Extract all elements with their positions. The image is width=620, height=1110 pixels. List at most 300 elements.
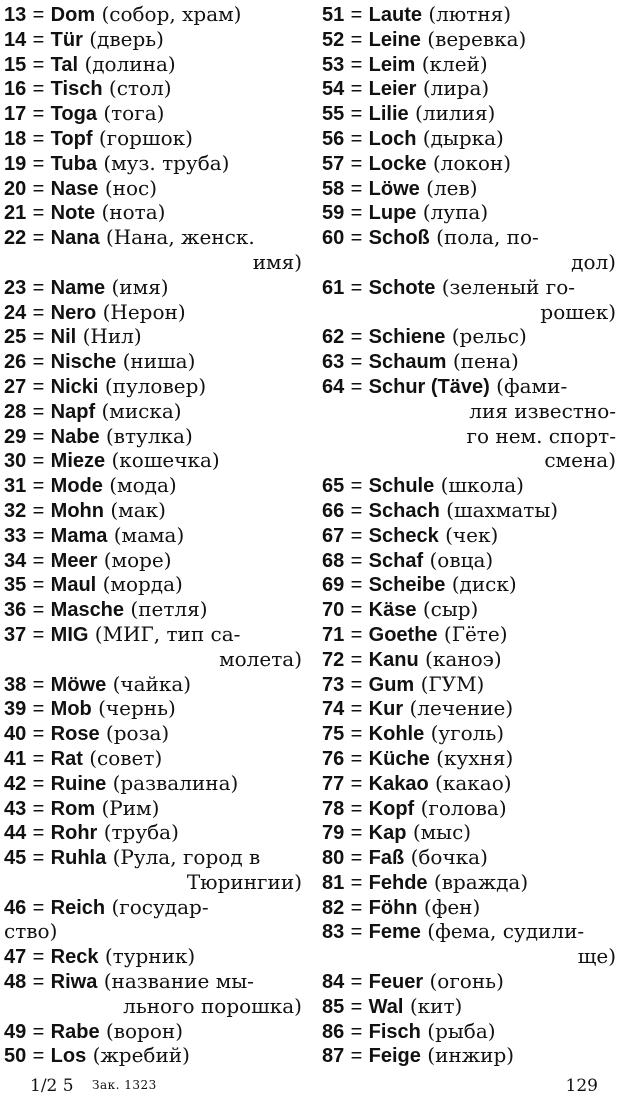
german-word: Goethe	[368, 623, 438, 646]
entry-number: 36	[4, 599, 27, 622]
german-word: Schaf	[368, 549, 424, 572]
dictionary-entry	[4, 52, 302, 77]
entry-number: 68	[322, 549, 345, 572]
equals-sign: =	[32, 202, 45, 225]
entry-number: 79	[322, 822, 345, 845]
dictionary-entry	[4, 176, 302, 201]
russian-translation: (каноэ)	[425, 646, 502, 671]
entry-continuation	[322, 399, 616, 424]
russian-translation: (школа)	[440, 473, 524, 498]
entry-number: 13	[4, 4, 27, 26]
german-word: Laute	[368, 4, 422, 26]
dictionary-entry	[4, 349, 302, 374]
russian-translation: (мыс)	[412, 820, 472, 845]
dictionary-entry	[322, 994, 616, 1019]
russian-translation: (турник)	[104, 944, 196, 969]
russian-translation: (государ-	[111, 894, 209, 919]
entry-continuation	[4, 250, 302, 275]
dictionary-entry	[322, 225, 616, 250]
entry-number: 52	[322, 28, 345, 51]
dictionary-entry	[322, 969, 616, 994]
equals-sign: =	[350, 971, 363, 994]
german-word: Reck	[50, 946, 99, 969]
translation-continuation: ще)	[577, 944, 616, 969]
german-word: Scheibe	[368, 574, 446, 597]
dictionary-entry	[322, 820, 616, 845]
entry-number: 19	[4, 152, 27, 175]
german-word: Nabe	[50, 425, 100, 448]
equals-sign: =	[32, 301, 45, 324]
german-word: Napf	[50, 400, 96, 423]
entry-number: 24	[4, 301, 27, 324]
equals-sign: =	[350, 822, 363, 845]
entry-number: 38	[4, 673, 27, 696]
equals-sign: =	[32, 152, 45, 175]
entry-number: 26	[4, 351, 27, 374]
equals-sign: =	[350, 599, 363, 622]
entry-number: 17	[4, 103, 27, 126]
russian-translation: (Нил)	[82, 324, 142, 349]
russian-translation: (фен)	[423, 894, 481, 919]
dictionary-entry	[4, 672, 302, 697]
russian-translation: (развалина)	[112, 770, 239, 795]
dictionary-entry	[4, 845, 302, 870]
translation-continuation: смена)	[544, 448, 616, 473]
page-footer	[30, 1076, 598, 1102]
russian-translation: (лютня)	[428, 2, 512, 26]
german-word: Rose	[50, 723, 100, 746]
german-word: Tal	[50, 53, 79, 76]
equals-sign: =	[32, 971, 45, 994]
russian-translation: (горшок)	[98, 125, 193, 150]
dictionary-entry	[322, 498, 616, 523]
equals-sign: =	[32, 78, 45, 101]
equals-sign: =	[350, 227, 363, 250]
entry-number: 72	[322, 648, 345, 671]
russian-translation: (море)	[103, 547, 172, 572]
entry-number: 63	[322, 351, 345, 374]
russian-translation: (жребий)	[92, 1043, 190, 1068]
equals-sign: =	[32, 822, 45, 845]
russian-translation: (название мы-	[103, 969, 254, 994]
entry-number: 43	[4, 797, 27, 820]
equals-sign: =	[350, 78, 363, 101]
entry-continuation	[4, 994, 302, 1019]
german-word: Schaum	[368, 351, 447, 374]
entry-continuation	[4, 919, 302, 944]
equals-sign: =	[350, 4, 363, 26]
dictionary-entry	[4, 424, 302, 449]
russian-translation: (лилия)	[415, 101, 496, 126]
dictionary-entry	[322, 200, 616, 225]
entry-number: 71	[322, 623, 345, 646]
equals-sign: =	[32, 896, 45, 919]
dictionary-entry	[4, 572, 302, 597]
dictionary-entry	[4, 721, 302, 746]
german-word: Schach	[368, 499, 440, 522]
russian-translation: (пола, по-	[436, 225, 539, 250]
german-word: Name	[50, 276, 106, 299]
german-word: Tuba	[50, 152, 97, 175]
russian-translation: (тога)	[103, 101, 165, 126]
german-word: Masche	[50, 599, 125, 622]
entry-number: 22	[4, 227, 27, 250]
dictionary-entry	[4, 300, 302, 325]
equals-sign: =	[350, 723, 363, 746]
dictionary-entry	[4, 498, 302, 523]
russian-translation: (чайка)	[112, 671, 192, 696]
russian-translation: (рельс)	[451, 324, 527, 349]
dictionary-entry	[322, 101, 616, 126]
equals-sign: =	[350, 177, 363, 200]
equals-sign: =	[350, 623, 363, 646]
entry-number: 78	[322, 797, 345, 820]
german-word: Schule	[368, 475, 435, 498]
german-word: Lilie	[368, 103, 409, 126]
equals-sign: =	[32, 549, 45, 572]
entry-number: 58	[322, 177, 345, 200]
entry-number: 32	[4, 499, 27, 522]
entry-number: 31	[4, 475, 27, 498]
german-word: Nische	[50, 351, 117, 374]
entry-number: 49	[4, 1020, 27, 1043]
german-word: Nicki	[50, 375, 99, 398]
equals-sign: =	[350, 28, 363, 51]
russian-translation: (Нерон)	[102, 299, 186, 324]
russian-translation: (диск)	[451, 572, 517, 597]
russian-translation: (стол)	[108, 76, 172, 101]
russian-translation: (лев)	[426, 175, 478, 200]
german-word: Schur (Täve)	[368, 375, 490, 398]
entry-continuation	[322, 944, 616, 969]
dictionary-entry	[4, 101, 302, 126]
german-word: Nana	[50, 227, 100, 250]
entry-number: 53	[322, 53, 345, 76]
russian-translation: (мода)	[109, 473, 177, 498]
entry-number: 47	[4, 946, 27, 969]
russian-translation: (Рим)	[101, 795, 160, 820]
dictionary-entry	[4, 746, 302, 771]
equals-sign: =	[350, 524, 363, 547]
equals-sign: =	[32, 599, 45, 622]
russian-translation: (мама)	[113, 522, 185, 547]
equals-sign: =	[350, 921, 363, 944]
german-word: Gum	[368, 673, 415, 696]
german-word: Löwe	[368, 177, 420, 200]
dictionary-entry	[322, 721, 616, 746]
equals-sign: =	[350, 351, 363, 374]
equals-sign: =	[32, 623, 45, 646]
german-word: Maul	[50, 574, 97, 597]
russian-translation: (уголь)	[430, 721, 505, 746]
equals-sign: =	[32, 4, 45, 26]
entry-number: 59	[322, 202, 345, 225]
russian-translation: (совет)	[89, 745, 163, 770]
german-word: Feuer	[368, 971, 424, 994]
german-word: Wal	[368, 995, 404, 1018]
german-word: Scheck	[368, 524, 439, 547]
dictionary-entry	[4, 225, 302, 250]
dictionary-entry	[322, 572, 616, 597]
equals-sign: =	[350, 747, 363, 770]
german-word: Schoß	[368, 227, 430, 250]
german-word: Tisch	[50, 78, 103, 101]
entry-number: 37	[4, 623, 27, 646]
german-word: Mieze	[50, 450, 106, 473]
dictionary-entry	[4, 448, 302, 473]
equals-sign: =	[32, 847, 45, 870]
russian-translation: (дырка)	[422, 125, 504, 150]
russian-translation: (муз. труба)	[103, 150, 230, 175]
dictionary-entry	[322, 919, 616, 944]
german-word: Fisch	[368, 1020, 421, 1043]
german-word: Ruhla	[50, 847, 107, 870]
dictionary-entry	[322, 548, 616, 573]
german-word: Topf	[50, 127, 93, 150]
german-word: Küche	[368, 747, 430, 770]
entry-number: 73	[322, 673, 345, 696]
russian-translation: (дверь)	[89, 26, 164, 51]
entry-number: 30	[4, 450, 27, 473]
german-word: Kohle	[368, 723, 425, 746]
dictionary-entry	[4, 324, 302, 349]
equals-sign: =	[32, 747, 45, 770]
dictionary-entry	[4, 151, 302, 176]
german-word: Nil	[50, 326, 77, 349]
dictionary-entry	[322, 672, 616, 697]
russian-translation: (вражда)	[433, 869, 529, 894]
russian-translation: (огонь)	[429, 969, 504, 994]
german-word: Faß	[368, 847, 405, 870]
german-word: Leier	[368, 78, 417, 101]
equals-sign: =	[32, 450, 45, 473]
russian-translation: (локон)	[432, 150, 512, 175]
left-column	[4, 2, 302, 1068]
russian-translation: (нота)	[101, 200, 166, 225]
russian-translation: (зеленый го-	[441, 274, 576, 299]
russian-translation: (сыр)	[422, 597, 479, 622]
entry-number: 65	[322, 475, 345, 498]
dictionary-entry	[322, 374, 616, 399]
entry-number: 40	[4, 723, 27, 746]
equals-sign: =	[32, 375, 45, 398]
russian-translation: (кошечка)	[111, 448, 220, 473]
dictionary-entry	[4, 1019, 302, 1044]
entry-number: 28	[4, 400, 27, 423]
equals-sign: =	[32, 127, 45, 150]
russian-translation: (овца)	[429, 547, 494, 572]
german-word: Feme	[368, 921, 421, 944]
equals-sign: =	[350, 673, 363, 696]
entry-number: 87	[322, 1045, 345, 1068]
entry-continuation	[322, 424, 616, 449]
equals-sign: =	[350, 549, 363, 572]
dictionary-entry	[4, 2, 302, 27]
german-word: Kur	[368, 698, 404, 721]
german-word: MIG	[50, 623, 89, 646]
translation-continuation: молета)	[219, 646, 302, 671]
page-number: 129	[565, 1076, 598, 1096]
german-word: Rom	[50, 797, 96, 820]
german-word: Kakao	[368, 772, 429, 795]
entry-continuation	[322, 448, 616, 473]
german-word: Mode	[50, 475, 103, 498]
equals-sign: =	[350, 152, 363, 175]
equals-sign: =	[350, 698, 363, 721]
equals-sign: =	[32, 772, 45, 795]
entry-number: 84	[322, 971, 345, 994]
dictionary-entry	[4, 399, 302, 424]
russian-translation: (миска)	[101, 398, 182, 423]
entry-number: 16	[4, 78, 27, 101]
translation-continuation: дол)	[571, 249, 616, 274]
entry-number: 57	[322, 152, 345, 175]
equals-sign: =	[350, 375, 363, 398]
german-word: Rat	[50, 747, 83, 770]
entry-number: 82	[322, 896, 345, 919]
entry-number: 42	[4, 772, 27, 795]
equals-sign: =	[350, 1020, 363, 1043]
russian-translation: (кухня)	[436, 745, 514, 770]
german-word: Tür	[50, 28, 83, 51]
russian-translation: (лира)	[422, 76, 490, 101]
translation-continuation: ство)	[4, 919, 58, 944]
entry-number: 18	[4, 127, 27, 150]
russian-translation: (ворон)	[105, 1018, 184, 1043]
german-word: Reich	[50, 896, 106, 919]
dictionary-entry	[4, 27, 302, 52]
entry-number: 77	[322, 772, 345, 795]
russian-translation: (лупа)	[422, 200, 489, 225]
equals-sign: =	[350, 847, 363, 870]
equals-sign: =	[350, 202, 363, 225]
russian-translation: (шахматы)	[446, 497, 559, 522]
russian-translation: (чек)	[445, 522, 499, 547]
dictionary-entry	[322, 176, 616, 201]
german-word: Nero	[50, 301, 97, 324]
equals-sign: =	[350, 53, 363, 76]
dictionary-entry	[4, 622, 302, 647]
entry-number: 20	[4, 177, 27, 200]
translation-continuation: льного порошка)	[123, 993, 302, 1018]
entry-number: 62	[322, 326, 345, 349]
german-word: Kopf	[368, 797, 415, 820]
russian-translation: (чернь)	[98, 696, 176, 721]
dictionary-entry	[4, 820, 302, 845]
entry-number: 33	[4, 524, 27, 547]
equals-sign: =	[350, 475, 363, 498]
entry-number: 75	[322, 723, 345, 746]
equals-sign: =	[32, 698, 45, 721]
dictionary-entry	[322, 151, 616, 176]
dictionary-entry	[322, 796, 616, 821]
equals-sign: =	[350, 574, 363, 597]
dictionary-entry	[322, 746, 616, 771]
russian-translation: (МИГ, тип са-	[94, 621, 241, 646]
equals-sign: =	[32, 53, 45, 76]
translation-continuation: рошек)	[540, 299, 616, 324]
equals-sign: =	[32, 425, 45, 448]
russian-translation: (роза)	[105, 721, 170, 746]
dictionary-entry	[322, 523, 616, 548]
german-word: Ruine	[50, 772, 107, 795]
equals-sign: =	[350, 276, 363, 299]
dictionary-entry	[4, 200, 302, 225]
entry-number: 74	[322, 698, 345, 721]
dictionary-entry	[4, 597, 302, 622]
equals-sign: =	[32, 1045, 45, 1068]
russian-translation: (голова)	[420, 795, 507, 820]
entry-number: 86	[322, 1020, 345, 1043]
entry-number: 15	[4, 53, 27, 76]
entry-number: 76	[322, 747, 345, 770]
equals-sign: =	[350, 772, 363, 795]
german-word: Toga	[50, 103, 97, 126]
entry-number: 69	[322, 574, 345, 597]
russian-translation: (лечение)	[409, 696, 514, 721]
dictionary-entry	[4, 944, 302, 969]
dictionary-entry	[322, 622, 616, 647]
dictionary-entry	[4, 969, 302, 994]
equals-sign: =	[32, 475, 45, 498]
entry-number: 56	[322, 127, 345, 150]
entry-number: 83	[322, 921, 345, 944]
dictionary-entry	[322, 1019, 616, 1044]
german-word: Note	[50, 202, 96, 225]
entry-number: 46	[4, 896, 27, 919]
german-word: Mohn	[50, 499, 104, 522]
dictionary-entry	[322, 275, 616, 300]
dictionary-entry	[4, 523, 302, 548]
dictionary-entry	[4, 696, 302, 721]
german-word: Fehde	[368, 871, 428, 894]
dictionary-entry	[322, 52, 616, 77]
entry-number: 29	[4, 425, 27, 448]
russian-translation: (пена)	[452, 349, 519, 374]
german-word: Rohr	[50, 822, 98, 845]
entry-number: 23	[4, 276, 27, 299]
entry-number: 35	[4, 574, 27, 597]
german-word: Locke	[368, 152, 427, 175]
signature-mark: 1/2 5	[30, 1076, 74, 1096]
equals-sign: =	[350, 499, 363, 522]
entry-number: 55	[322, 103, 345, 126]
russian-translation: (фема, судили-	[427, 919, 585, 944]
russian-translation: (веревка)	[427, 26, 527, 51]
equals-sign: =	[350, 648, 363, 671]
equals-sign: =	[350, 103, 363, 126]
russian-translation: (пуловер)	[104, 373, 207, 398]
equals-sign: =	[32, 723, 45, 746]
german-word: Schiene	[368, 326, 446, 349]
dictionary-entry	[4, 796, 302, 821]
russian-translation: (Рула, город в	[112, 845, 261, 870]
dictionary-entry	[4, 374, 302, 399]
entry-number: 51	[322, 4, 345, 26]
equals-sign: =	[350, 871, 363, 894]
russian-translation: (долина)	[84, 51, 176, 76]
equals-sign: =	[32, 177, 45, 200]
entry-number: 61	[322, 276, 345, 299]
german-word: Meer	[50, 549, 98, 572]
equals-sign: =	[32, 103, 45, 126]
right-column	[322, 2, 616, 1068]
russian-translation: (рыба)	[427, 1018, 496, 1043]
entry-number: 64	[322, 375, 345, 398]
entry-number: 48	[4, 971, 27, 994]
dictionary-entry	[4, 771, 302, 796]
dictionary-entry	[322, 324, 616, 349]
